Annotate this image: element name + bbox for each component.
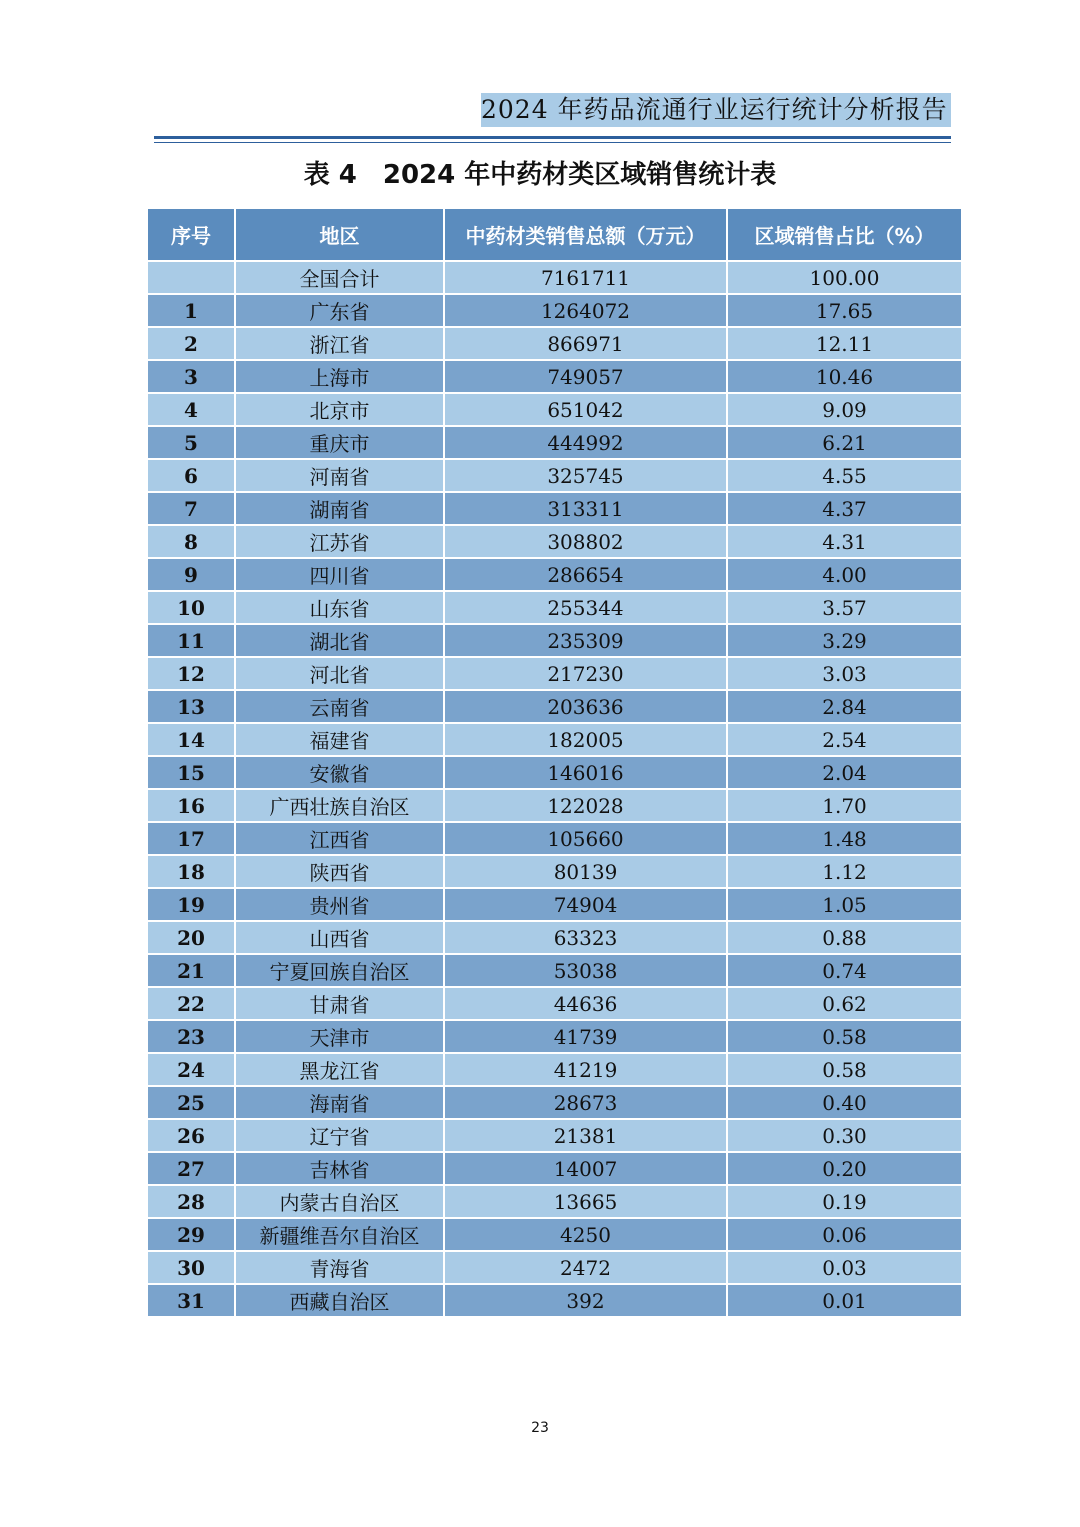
row-sales-cell: 80139 (444, 855, 727, 888)
sales-table (146, 207, 963, 1318)
table-row (147, 492, 962, 525)
table-row (147, 1152, 962, 1185)
row-sales-cell: 13665 (444, 1185, 727, 1218)
row-share-cell: 17.65 (727, 294, 962, 327)
table-row (147, 1185, 962, 1218)
table-row (147, 525, 962, 558)
row-share-cell: 0.58 (727, 1020, 962, 1053)
row-sales-cell: 74904 (444, 888, 727, 921)
row-index-cell: 21 (147, 954, 235, 987)
row-region-cell: 湖南省 (235, 492, 444, 525)
row-index-cell: 2 (147, 327, 235, 360)
table-row (147, 888, 962, 921)
row-index-cell: 6 (147, 459, 235, 492)
row-share-cell: 0.40 (727, 1086, 962, 1119)
page-number: 23 (531, 1420, 549, 1436)
row-sales-cell: 105660 (444, 822, 727, 855)
row-region-cell: 安徽省 (235, 756, 444, 789)
row-sales-cell: 41739 (444, 1020, 727, 1053)
row-index-cell: 28 (147, 1185, 235, 1218)
row-region-cell: 湖北省 (235, 624, 444, 657)
table-body (147, 261, 962, 1317)
row-index-cell: 29 (147, 1218, 235, 1251)
total-share-cell: 100.00 (727, 261, 962, 294)
row-region-cell: 青海省 (235, 1251, 444, 1284)
table-row (147, 723, 962, 756)
row-region-cell: 天津市 (235, 1020, 444, 1053)
row-share-cell: 0.01 (727, 1284, 962, 1317)
row-share-cell: 0.03 (727, 1251, 962, 1284)
column-header-index: 序号 (147, 208, 235, 261)
row-region-cell: 广西壮族自治区 (235, 789, 444, 822)
row-index-cell: 10 (147, 591, 235, 624)
total-index-cell (147, 261, 235, 294)
header-rule-thin (154, 142, 951, 143)
row-region-cell: 广东省 (235, 294, 444, 327)
row-sales-cell: 866971 (444, 327, 727, 360)
row-share-cell: 4.31 (727, 525, 962, 558)
row-index-cell: 16 (147, 789, 235, 822)
row-share-cell: 4.55 (727, 459, 962, 492)
column-header-sales: 中药材类销售总额（万元） (444, 208, 727, 261)
row-region-cell: 河北省 (235, 657, 444, 690)
row-index-cell: 11 (147, 624, 235, 657)
row-share-cell: 4.37 (727, 492, 962, 525)
row-sales-cell: 28673 (444, 1086, 727, 1119)
row-share-cell: 3.03 (727, 657, 962, 690)
table-row (147, 624, 962, 657)
row-share-cell: 3.57 (727, 591, 962, 624)
row-region-cell: 山东省 (235, 591, 444, 624)
row-region-cell: 辽宁省 (235, 1119, 444, 1152)
table-row (147, 789, 962, 822)
row-share-cell: 10.46 (727, 360, 962, 393)
table-row (147, 1251, 962, 1284)
row-sales-cell: 21381 (444, 1119, 727, 1152)
row-region-cell: 宁夏回族自治区 (235, 954, 444, 987)
row-sales-cell: 255344 (444, 591, 727, 624)
table-row (147, 1053, 962, 1086)
row-index-cell: 22 (147, 987, 235, 1020)
row-sales-cell: 392 (444, 1284, 727, 1317)
row-share-cell: 1.48 (727, 822, 962, 855)
row-index-cell: 5 (147, 426, 235, 459)
row-share-cell: 4.00 (727, 558, 962, 591)
row-region-cell: 江苏省 (235, 525, 444, 558)
row-region-cell: 四川省 (235, 558, 444, 591)
row-sales-cell: 651042 (444, 393, 727, 426)
row-share-cell: 1.12 (727, 855, 962, 888)
row-region-cell: 山西省 (235, 921, 444, 954)
row-index-cell: 20 (147, 921, 235, 954)
row-region-cell: 吉林省 (235, 1152, 444, 1185)
table-row (147, 459, 962, 492)
table-row (147, 1086, 962, 1119)
row-region-cell: 北京市 (235, 393, 444, 426)
table-row (147, 327, 962, 360)
row-index-cell: 12 (147, 657, 235, 690)
table-row (147, 1218, 962, 1251)
table-row (147, 690, 962, 723)
row-index-cell: 7 (147, 492, 235, 525)
table-row (147, 393, 962, 426)
row-region-cell: 西藏自治区 (235, 1284, 444, 1317)
row-sales-cell: 308802 (444, 525, 727, 558)
row-index-cell: 25 (147, 1086, 235, 1119)
table-header-row (147, 208, 962, 261)
table-row (147, 426, 962, 459)
row-index-cell: 14 (147, 723, 235, 756)
total-sales-cell: 7161711 (444, 261, 727, 294)
row-sales-cell: 182005 (444, 723, 727, 756)
row-sales-cell: 203636 (444, 690, 727, 723)
row-share-cell: 0.19 (727, 1185, 962, 1218)
table-row (147, 657, 962, 690)
row-share-cell: 9.09 (727, 393, 962, 426)
row-share-cell: 0.20 (727, 1152, 962, 1185)
row-region-cell: 河南省 (235, 459, 444, 492)
row-sales-cell: 41219 (444, 1053, 727, 1086)
table-row (147, 360, 962, 393)
row-region-cell: 陕西省 (235, 855, 444, 888)
row-sales-cell: 14007 (444, 1152, 727, 1185)
row-region-cell: 重庆市 (235, 426, 444, 459)
row-region-cell: 内蒙古自治区 (235, 1185, 444, 1218)
table-title: 表 4 2024 年中药材类区域销售统计表 (303, 160, 777, 190)
row-share-cell: 3.29 (727, 624, 962, 657)
row-index-cell: 15 (147, 756, 235, 789)
row-sales-cell: 325745 (444, 459, 727, 492)
row-index-cell: 23 (147, 1020, 235, 1053)
row-region-cell: 浙江省 (235, 327, 444, 360)
row-share-cell: 2.04 (727, 756, 962, 789)
row-region-cell: 黑龙江省 (235, 1053, 444, 1086)
row-index-cell: 18 (147, 855, 235, 888)
row-share-cell: 0.58 (727, 1053, 962, 1086)
header-rule-thick (154, 136, 951, 139)
table-row (147, 954, 962, 987)
row-share-cell: 6.21 (727, 426, 962, 459)
table-row (147, 294, 962, 327)
table-row (147, 558, 962, 591)
row-region-cell: 云南省 (235, 690, 444, 723)
row-sales-cell: 235309 (444, 624, 727, 657)
row-index-cell: 26 (147, 1119, 235, 1152)
row-index-cell: 17 (147, 822, 235, 855)
row-region-cell: 甘肃省 (235, 987, 444, 1020)
row-share-cell: 12.11 (727, 327, 962, 360)
row-index-cell: 31 (147, 1284, 235, 1317)
row-index-cell: 24 (147, 1053, 235, 1086)
row-sales-cell: 286654 (444, 558, 727, 591)
table-row (147, 987, 962, 1020)
row-share-cell: 0.30 (727, 1119, 962, 1152)
column-header-share: 区域销售占比（%） (727, 208, 962, 261)
row-share-cell: 2.54 (727, 723, 962, 756)
row-share-cell: 0.88 (727, 921, 962, 954)
table-row (147, 1119, 962, 1152)
row-share-cell: 0.62 (727, 987, 962, 1020)
row-index-cell: 8 (147, 525, 235, 558)
row-region-cell: 贵州省 (235, 888, 444, 921)
row-region-cell: 海南省 (235, 1086, 444, 1119)
row-region-cell: 福建省 (235, 723, 444, 756)
row-region-cell: 新疆维吾尔自治区 (235, 1218, 444, 1251)
row-sales-cell: 2472 (444, 1251, 727, 1284)
row-share-cell: 2.84 (727, 690, 962, 723)
row-sales-cell: 749057 (444, 360, 727, 393)
total-row (147, 261, 962, 294)
table-row (147, 591, 962, 624)
report-header-title: 2024 年药品流通行业运行统计分析报告 (481, 93, 951, 127)
table-row (147, 1020, 962, 1053)
row-index-cell: 19 (147, 888, 235, 921)
total-region-cell: 全国合计 (235, 261, 444, 294)
row-index-cell: 3 (147, 360, 235, 393)
table-row (147, 921, 962, 954)
row-share-cell: 1.70 (727, 789, 962, 822)
row-index-cell: 13 (147, 690, 235, 723)
row-sales-cell: 146016 (444, 756, 727, 789)
table-row (147, 756, 962, 789)
row-index-cell: 9 (147, 558, 235, 591)
row-sales-cell: 4250 (444, 1218, 727, 1251)
row-index-cell: 4 (147, 393, 235, 426)
row-sales-cell: 63323 (444, 921, 727, 954)
row-sales-cell: 313311 (444, 492, 727, 525)
table-row (147, 822, 962, 855)
column-header-region: 地区 (235, 208, 444, 261)
row-sales-cell: 44636 (444, 987, 727, 1020)
row-region-cell: 江西省 (235, 822, 444, 855)
row-sales-cell: 53038 (444, 954, 727, 987)
row-share-cell: 0.74 (727, 954, 962, 987)
row-sales-cell: 444992 (444, 426, 727, 459)
table-row (147, 855, 962, 888)
row-index-cell: 1 (147, 294, 235, 327)
row-sales-cell: 217230 (444, 657, 727, 690)
row-sales-cell: 122028 (444, 789, 727, 822)
row-index-cell: 27 (147, 1152, 235, 1185)
row-share-cell: 1.05 (727, 888, 962, 921)
row-sales-cell: 1264072 (444, 294, 727, 327)
row-share-cell: 0.06 (727, 1218, 962, 1251)
row-region-cell: 上海市 (235, 360, 444, 393)
table-row (147, 1284, 962, 1317)
row-index-cell: 30 (147, 1251, 235, 1284)
